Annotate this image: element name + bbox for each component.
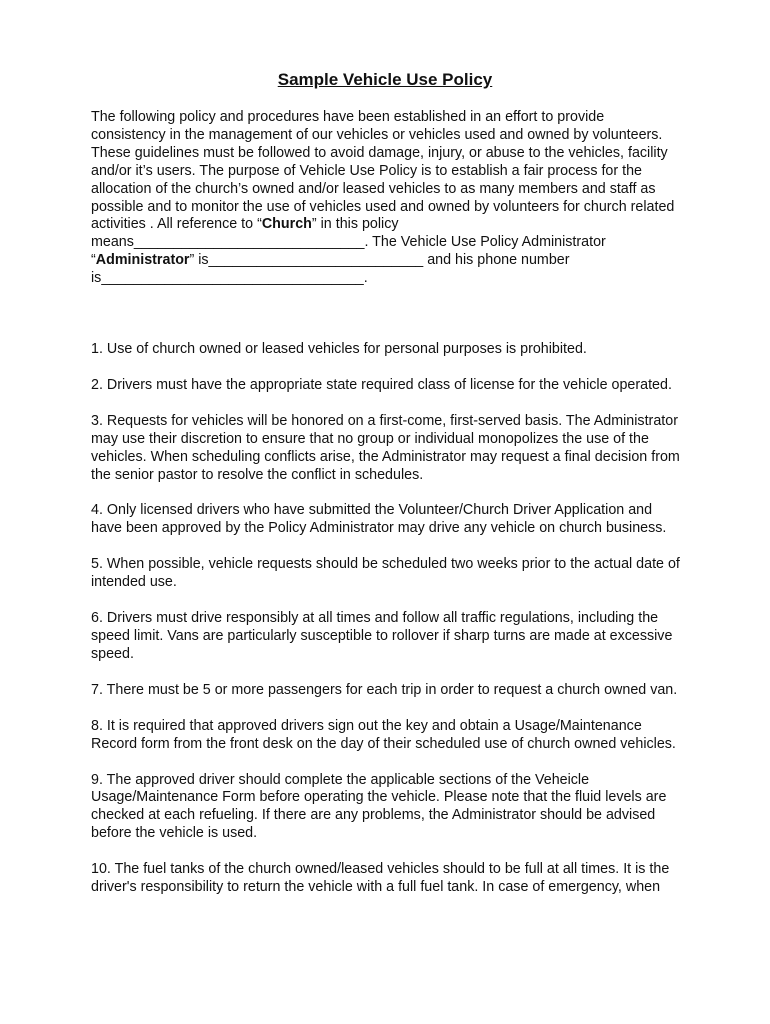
policy-item — [91, 556, 721, 592]
intro-text: “ — [91, 252, 96, 269]
administrator-term: Administrator — [95, 252, 190, 269]
policy-item-line: checked at each refueling. If there are any problems, the Administrator should be advised — [91, 807, 656, 824]
policy-item — [91, 377, 721, 395]
policy-item — [91, 682, 721, 700]
policy-items-list — [91, 341, 721, 915]
administrator-blank: ” is___________________________ and his phone number — [189, 252, 570, 269]
intro-text: ” in this policy — [311, 216, 399, 233]
policy-item-line: driver's responsibility to return the vehicle with a full fuel tank. In case of emergency, when — [91, 879, 661, 896]
policy-item-line: 5. When possible, vehicle requests should be scheduled two weeks prior to the actual date of — [91, 556, 680, 573]
policy-item-line: may use their discretion to ensure that no group or individual monopolizes the use of the — [91, 430, 649, 447]
policy-item-line: 10. The fuel tanks of the church owned/leased vehicles should to be full at all times. It is the — [91, 861, 670, 878]
policy-item — [91, 772, 721, 844]
policy-item-line: have been approved by the Policy Administrator may drive any vehicle on church business. — [91, 520, 667, 537]
policy-item — [91, 610, 721, 664]
policy-item-line: the senior pastor to resolve the conflict in schedules. — [91, 466, 424, 483]
policy-item-line: speed limit. Vans are particularly susceptible to rollover if sharp turns are made at excessive — [91, 627, 673, 644]
policy-item-line: before the vehicle is used. — [91, 825, 258, 842]
policy-item-line: vehicles. When scheduling conflicts arise, the Administrator may request a final decision from — [91, 448, 680, 465]
document-title: Sample Vehicle Use Policy — [277, 70, 493, 89]
intro-line: allocation of the church’s owned and/or leased vehicles to as many members and staff as — [91, 180, 656, 197]
intro-text: activities . All reference to “ — [91, 216, 262, 233]
intro-line: These guidelines must be followed to avoid damage, injury, or abuse to the vehicles, facility — [91, 144, 668, 161]
policy-item-line: 7. There must be 5 or more passengers for each trip in order to request a church owned van. — [91, 681, 678, 698]
intro-line: and/or it’s users. The purpose of Vehicle Use Policy is to establish a fair process for the — [91, 162, 642, 179]
intro-line — [91, 216, 721, 234]
intro-line — [91, 252, 721, 270]
policy-item-line: 6. Drivers must drive responsibly at all times and follow all traffic regulations, including the — [91, 610, 659, 627]
policy-item — [91, 718, 721, 754]
phone-blank-line: is_________________________________. — [91, 270, 368, 287]
policy-item-line: 2. Drivers must have the appropriate state required class of license for the vehicle operated. — [91, 376, 672, 393]
policy-item-line: Usage/Maintenance Form before operating the vehicle. Please note that the fluid levels are — [91, 789, 667, 806]
policy-item-line: 8. It is required that approved drivers sign out the key and obtain a Usage/Maintenance — [91, 717, 642, 734]
policy-item-line: 4. Only licensed drivers who have submitted the Volunteer/Church Driver Application and — [91, 502, 653, 519]
policy-item — [91, 861, 721, 897]
policy-item-line: 9. The approved driver should complete the applicable sections of the Veheicle — [91, 771, 590, 788]
policy-item-line: speed. — [91, 645, 134, 662]
policy-item-line: 3. Requests for vehicles will be honored on a first-come, first-served basis. The Administrator — [91, 412, 678, 429]
policy-item-line: 1. Use of church owned or leased vehicles for personal purposes is prohibited. — [91, 341, 587, 357]
policy-item — [91, 502, 721, 538]
policy-item-line: intended use. — [91, 574, 177, 591]
policy-item — [91, 413, 721, 485]
policy-item — [91, 341, 721, 359]
intro-line: possible and to monitor the use of vehicles used and owned by volunteers for church related — [91, 198, 675, 215]
intro-line: The following policy and procedures have been established in an effort to provide — [91, 109, 605, 125]
policy-item-line: Record form from the front desk on the day of their scheduled use of church owned vehicles. — [91, 735, 676, 752]
church-term: Church — [261, 216, 312, 233]
intro-line: consistency in the management of our vehicles or vehicles used and owned by volunteers. — [91, 126, 663, 143]
church-blank-line: means_____________________________. The Vehicle Use Policy Administrator — [91, 234, 606, 251]
intro-paragraph — [91, 109, 721, 288]
